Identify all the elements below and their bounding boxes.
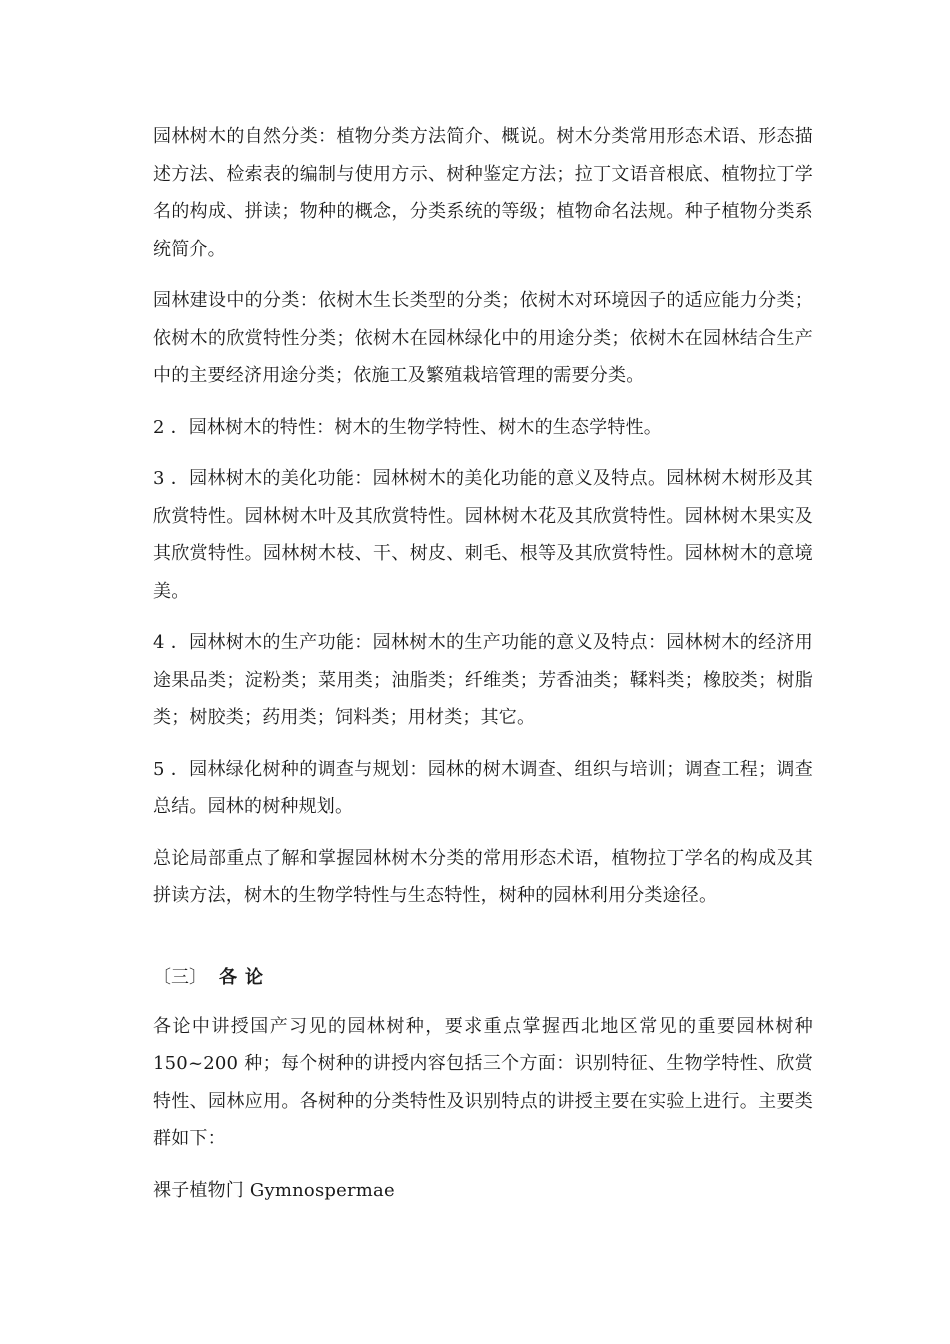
paragraph-item-4-production: 4 ．园林树木的生产功能：园林树木的生产功能的意义及特点：园林树木的经济用途果品类；淀粉类；菜用类；油脂类；纤维类；芳香油类；鞣料类；橡胶类；树脂类；树胶类；药用类；饲料类；用材类；其它。: [153, 632, 813, 728]
section-title: 各论: [219, 966, 271, 988]
paragraph-item-2-characteristics: 2 ．园林树木的特性：树木的生物学特性、树木的生态学特性。: [153, 416, 662, 438]
paragraph-landscape-classification: 园林建设中的分类：依树木生长类型的分类；依树木对环境因子的适应能力分类；依树木的欣赏特性分类；依树木在园林绿化中的用途分类；依树木在园林结合生产中的主要经济用途分类；依施工及繁殖栽培管理的需要分类。: [153, 290, 813, 386]
paragraph-item-3-beautification: 3 ．园林树木的美化功能：园林树木的美化功能的意义及特点。园林树木树形及其欣赏特性。园林树木叶及其欣赏特性。园林树木花及其欣赏特性。园林树木果实及其欣赏特性。园林树木枝、干、树皮、刺毛、根等及其欣赏特性。园林树木的意境美。: [153, 468, 813, 602]
paragraph-species-overview: 各论中讲授国产习见的园林树种，要求重点掌握西北地区常见的重要园林树种 150~200 种；每个树种的讲授内容包括三个方面：识别特征、生物学特性、欣赏特性、园林应用。各树种的分类特性及识别特点的讲授主要在实验上进行。主要类群如下：: [153, 1015, 813, 1149]
section-heading: [153, 959, 813, 996]
paragraph-gymnosperm-group: 裸子植物门 Gymnospermae: [153, 1179, 395, 1201]
document-body: [153, 118, 813, 1223]
section-number: 〔三〕: [153, 966, 207, 988]
paragraph-natural-classification: 园林树木的自然分类：植物分类方法简介、概说。树木分类常用形态术语、形态描述方法、检索表的编制与使用方示、树种鉴定方法；拉丁文语音根底、植物拉丁学名的构成、拼读；物种的概念，分类系统的等级；植物命名法规。种子植物分类系统简介。: [153, 126, 813, 260]
paragraph-general-summary: 总论局部重点了解和掌握园林树木分类的常用形态术语，植物拉丁学名的构成及其拼读方法，树木的生物学特性与生态特性，树种的园林利用分类途径。: [153, 847, 813, 906]
paragraph-item-5-survey-planning: 5 ．园林绿化树种的调查与规划：园林的树木调查、组织与培训；调查工程；调查总结。园林的树种规划。: [153, 758, 813, 817]
